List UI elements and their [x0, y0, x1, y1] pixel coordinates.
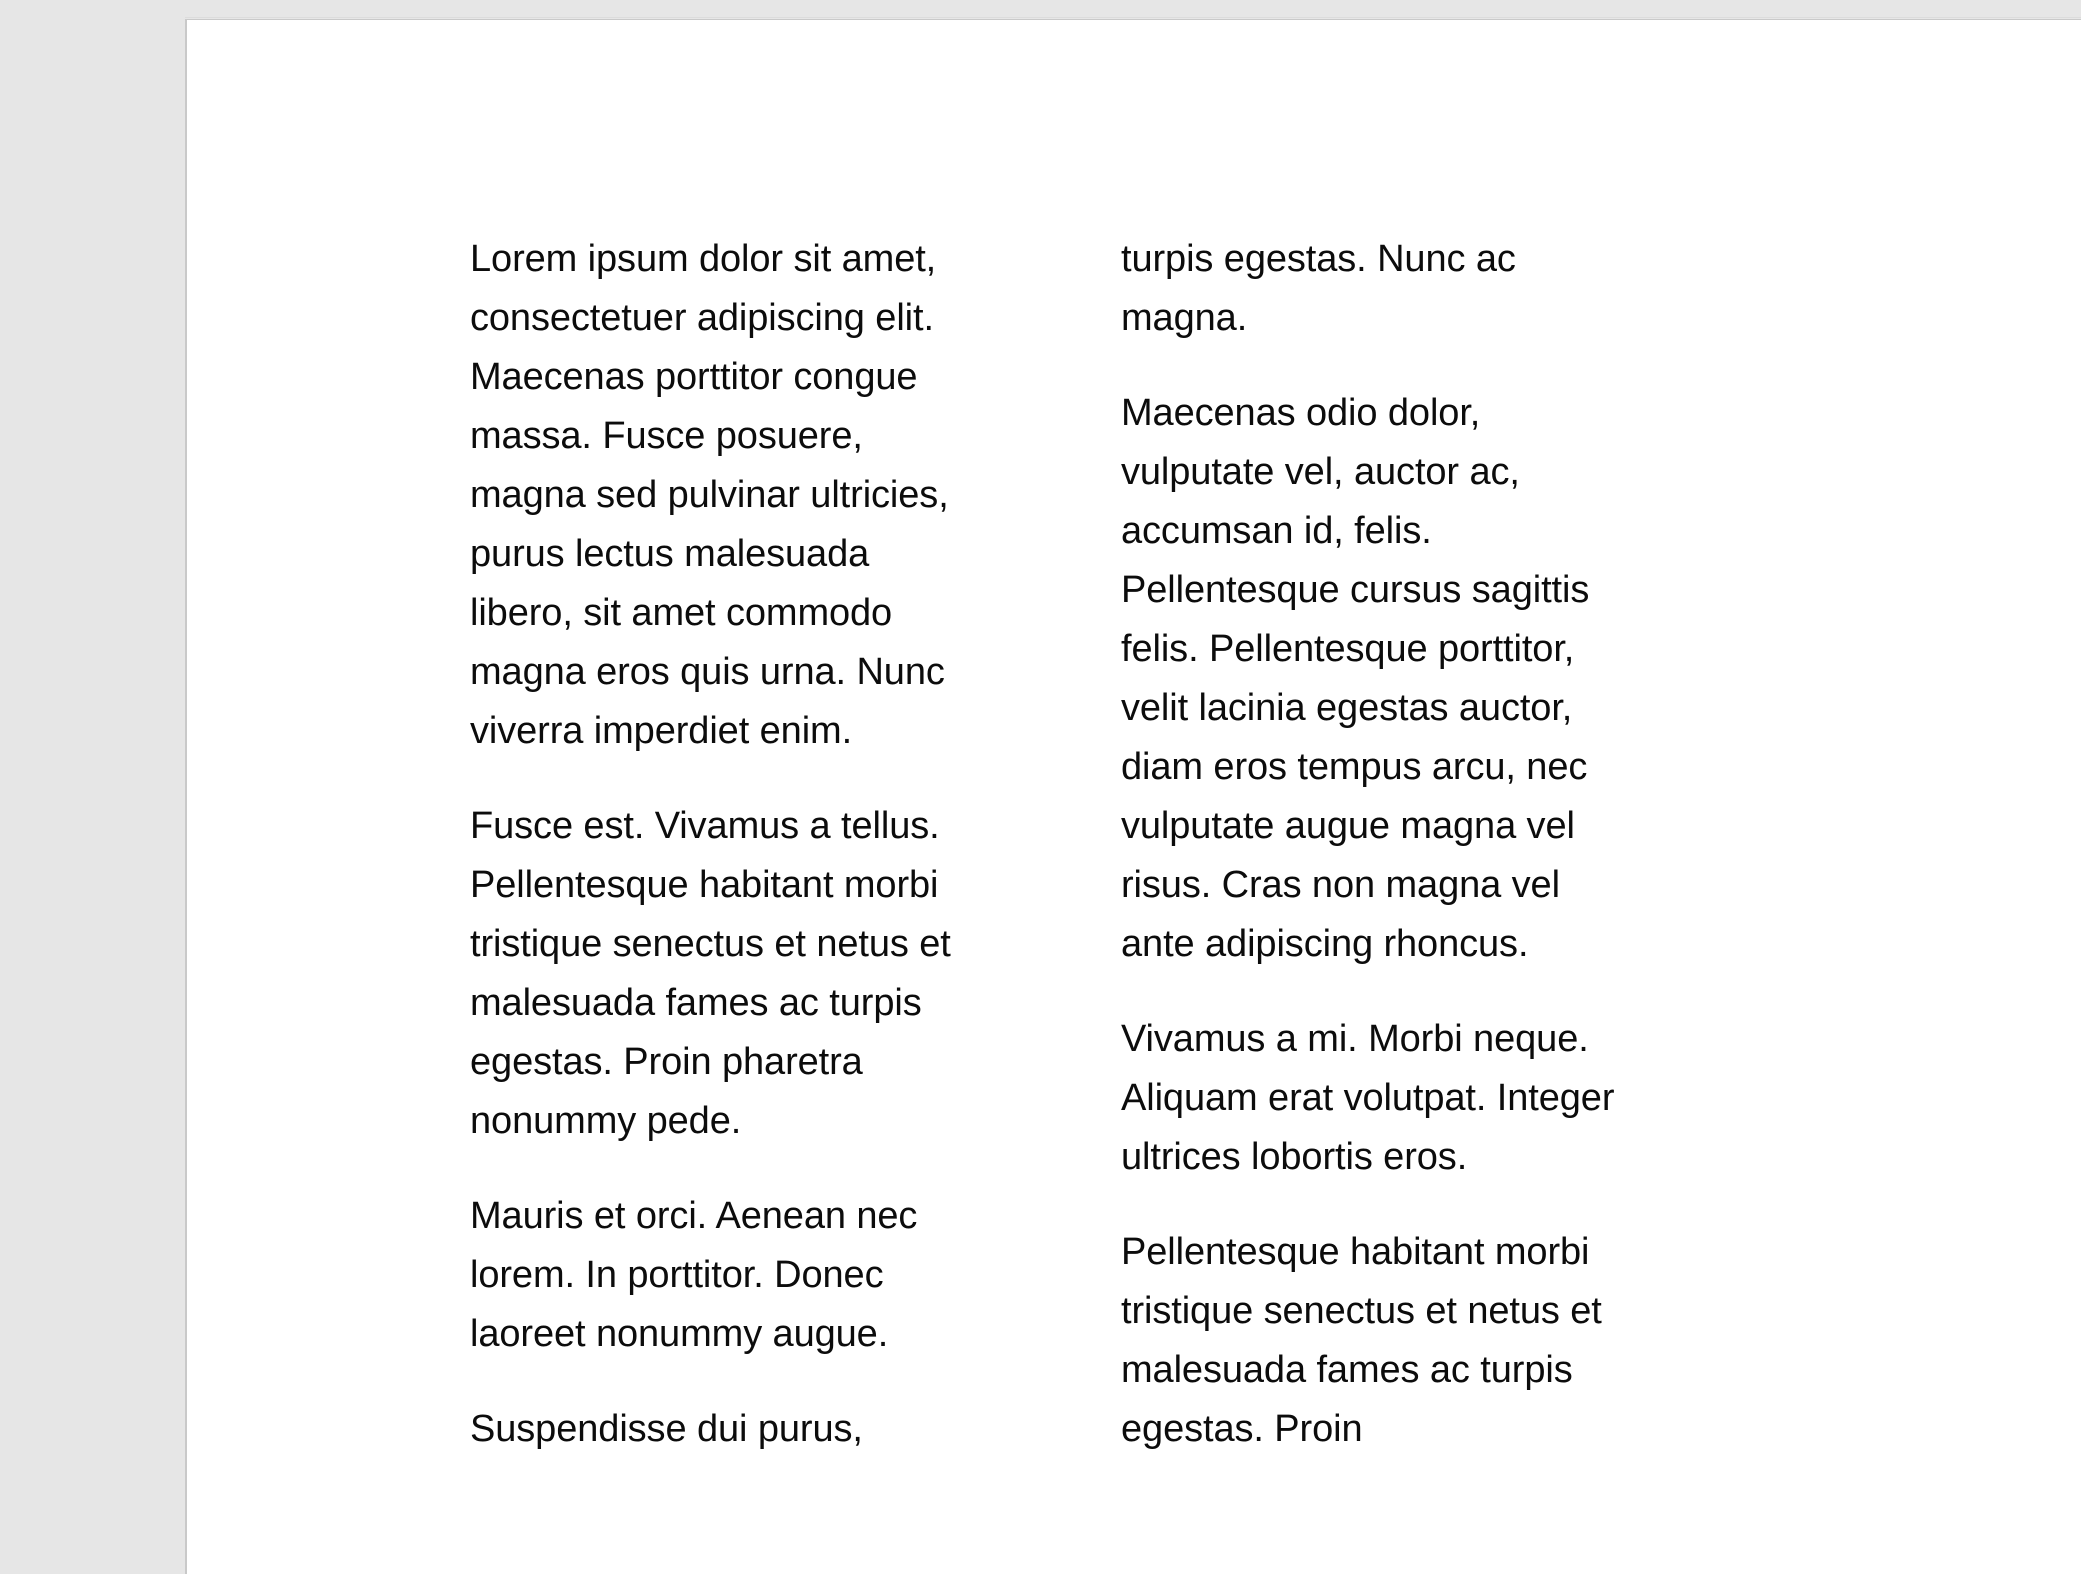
document-page[interactable] — [185, 19, 2081, 1574]
paragraph: Fusce est. Vivamus a tellus. Pellentesque habitant morbi tristique senectus et netus et malesuada fames ac turpis egestas. Proin pharetra nonummy pede. — [470, 805, 951, 1142]
paragraph: Pellentesque habitant morbi tristique senectus et netus et malesuada fames ac turpis egestas. Proin — [1121, 1231, 1602, 1450]
top-chrome-divider — [185, 17, 2081, 18]
paragraph: Lorem ipsum dolor sit amet, consectetuer adipiscing elit. Maecenas porttitor congue massa. Fusce posuere, magna sed pulvinar ultricies, purus lectus malesuada libero, sit amet commodo magna eros quis urna. Nunc viverra imperdiet enim. — [470, 238, 949, 752]
paragraph: Mauris et orci. Aenean nec lorem. In porttitor. Donec laoreet nonummy augue. — [470, 1195, 918, 1355]
document-page-body — [187, 20, 2081, 1574]
paragraph: turpis egestas. Nunc ac magna. — [1121, 238, 1516, 339]
paragraph: Suspendisse dui purus, — [470, 1408, 863, 1450]
top-chrome-strip — [0, 0, 2081, 19]
paragraph: Vivamus a mi. Morbi neque. Aliquam erat volutpat. Integer ultrices lobortis eros. — [1121, 1018, 1615, 1178]
text-column-left — [470, 230, 980, 1459]
paragraph: Maecenas odio dolor, vulputate vel, auctor ac, accumsan id, felis. Pellentesque cursus sagittis felis. Pellentesque porttitor, velit lacinia egestas auctor, diam eros tempus arcu, nec vulputate augue magna vel risus. Cras non magna vel ante adipiscing rhoncus. — [1121, 392, 1590, 965]
text-column-right — [1121, 230, 1641, 1459]
